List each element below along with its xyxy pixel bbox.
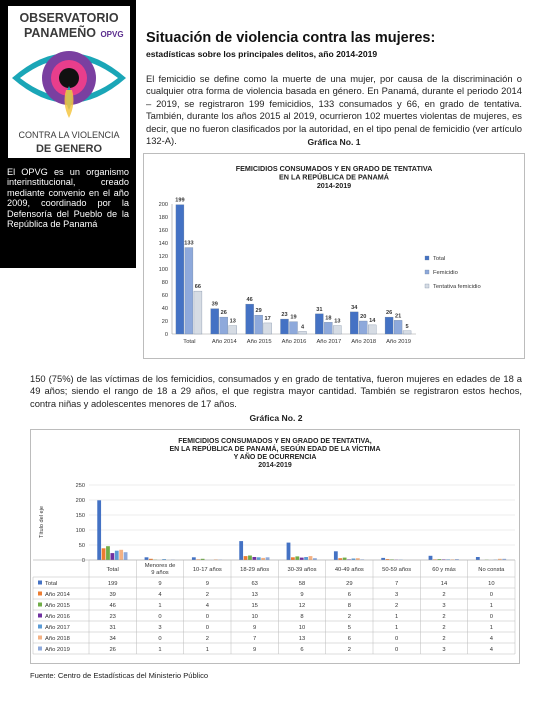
chart2-legend-label: Año 2018 xyxy=(45,636,70,642)
chart2-category-header: 18-29 años xyxy=(240,567,270,573)
chart2-bar xyxy=(309,556,313,560)
chart1-data-label: 199 xyxy=(175,197,185,204)
chart2-bar xyxy=(248,556,252,561)
chart2-table-cell: 9 xyxy=(253,647,257,653)
chart2-ytick: 50 xyxy=(78,543,85,549)
chart1-bar xyxy=(350,312,358,334)
chart2-bar xyxy=(244,556,248,560)
chart2-legend-swatch xyxy=(38,592,42,596)
source-note: Fuente: Centro de Estadísticas del Ministerio Público xyxy=(30,671,209,680)
chart1-legend-swatch xyxy=(425,284,429,288)
chart2-category-header: 50-59 años xyxy=(382,567,412,573)
chart1-ytick: 60 xyxy=(161,293,168,299)
chart2-table-cell: 5 xyxy=(347,625,351,631)
chart2-bar xyxy=(97,500,101,560)
chart1-data-label: 46 xyxy=(246,297,253,304)
chart2-bar xyxy=(119,550,123,560)
chart2-table-cell: 8 xyxy=(347,603,351,609)
chart2-bar xyxy=(476,557,480,560)
chart2-bar xyxy=(110,553,114,560)
chart2-bar xyxy=(124,552,128,560)
chart2-table-cell: 4 xyxy=(489,636,493,642)
chart2-bar xyxy=(261,558,265,560)
chart1-title-line: EN LA REPÚBLICA DE PANAMÁ xyxy=(279,172,389,182)
chart2-legend-label: Año 2015 xyxy=(45,603,70,609)
chart2-legend-label: Año 2017 xyxy=(45,625,70,631)
chart2-legend-label: Año 2014 xyxy=(45,592,70,598)
chart2-table-cell: 14 xyxy=(440,581,448,587)
chart1-bar xyxy=(359,321,367,334)
chart2-ytick: 200 xyxy=(75,498,85,504)
chart2-title-line: FEMICIDIOS CONSUMADOS Y EN GRADO DE TENTATIVA, xyxy=(178,438,372,445)
chart2-bar xyxy=(313,558,317,560)
chart1-bar xyxy=(324,322,332,334)
chart2-title-line: Y AÑO DE OCURRENCIA xyxy=(233,454,317,461)
chart1-bar xyxy=(290,322,298,334)
chart2-table-cell: 199 xyxy=(107,581,118,587)
chart2-table-cell: 58 xyxy=(298,581,306,587)
chart2-category-header: No consta xyxy=(478,567,505,573)
chart-femicidios-por-ano xyxy=(143,153,525,359)
chart2-table-cell: 6 xyxy=(347,592,351,598)
chart1-ytick: 0 xyxy=(164,332,168,338)
chart2-bar xyxy=(291,557,295,560)
chart2-table-cell: 9 xyxy=(205,581,209,587)
chart2-bar xyxy=(429,556,433,560)
chart2-table-cell: 6 xyxy=(347,636,351,642)
chart1-bar xyxy=(255,315,263,334)
chart2-table-cell: 29 xyxy=(346,581,353,587)
chart2-table-cell: 4 xyxy=(489,647,493,653)
chart2-table-cell: 1 xyxy=(489,603,493,609)
chart2-ytick: 100 xyxy=(75,528,85,534)
chart2-legend-label: Año 2019 xyxy=(45,647,70,653)
chart2-category-header: 40-49 años xyxy=(334,567,364,573)
chart1-data-label: 14 xyxy=(369,317,376,324)
chart2-table-cell: 13 xyxy=(298,636,306,642)
chart1-data-label: 20 xyxy=(360,314,367,320)
chart2-table-cell: 26 xyxy=(109,647,116,653)
chart2-table-cell: 0 xyxy=(489,592,493,598)
chart2-table-cell: 12 xyxy=(298,603,306,609)
chart2-table-cell: 0 xyxy=(489,614,493,620)
chart1-data-label: 23 xyxy=(281,312,288,319)
chart2-table-cell: 7 xyxy=(395,581,399,587)
chart2-table-cell: 6 xyxy=(300,647,304,653)
chart2-table-cell: 39 xyxy=(109,592,116,598)
chart1-title-line: FEMICIDIOS CONSUMADOS Y EN GRADO DE TENTATIVA xyxy=(235,164,433,173)
chart1-bar xyxy=(281,319,289,334)
chart2-table-cell: 2 xyxy=(395,603,399,609)
logo-line2: PANAMEÑO xyxy=(24,26,96,40)
chart1-data-label: 66 xyxy=(194,284,202,291)
chart2-category-header: 10-17 años xyxy=(192,567,222,573)
chart1-bar xyxy=(185,248,193,334)
chart1-bar xyxy=(220,317,228,334)
chart2-table-cell: 13 xyxy=(251,592,258,598)
chart2-bar xyxy=(192,557,196,560)
chart1-legend-label: Total xyxy=(433,256,446,262)
chart1-xtick: Año 2015 xyxy=(246,339,272,345)
chart1-data-label: 29 xyxy=(255,308,262,315)
chart2-table-cell: 1 xyxy=(158,647,162,653)
chart1-xtick: Año 2018 xyxy=(351,339,377,345)
chart2-table-cell: 2 xyxy=(205,592,209,598)
chart1-data-label: 133 xyxy=(184,240,194,247)
chart2-category-header: Total xyxy=(106,567,119,573)
chart2-table-cell: 2 xyxy=(442,614,446,620)
chart1-bar xyxy=(394,320,402,334)
chart2-bar xyxy=(287,543,291,560)
chart2-bar xyxy=(300,558,304,560)
chart2-title-line: EN LA REPÚBLICA DE PANAMÁ, SEGÚN EDAD DE LA VÍCTIMA xyxy=(169,446,381,453)
chart2-table-cell: 9 xyxy=(300,592,304,598)
chart1-xtick: Año 2019 xyxy=(386,339,411,345)
chart1-data-label: 26 xyxy=(385,310,393,317)
chart2-table-cell: 1 xyxy=(158,603,162,609)
chart2-legend-swatch xyxy=(38,581,42,585)
chart1-bar xyxy=(246,304,254,334)
chart1-bar xyxy=(176,205,184,334)
chart2-legend-label: Total xyxy=(45,581,58,587)
chart1-ytick: 140 xyxy=(158,241,168,247)
chart2-legend-swatch xyxy=(38,647,42,651)
chart1-data-label: 17 xyxy=(264,315,271,322)
chart2-category-header: 9 años xyxy=(151,570,169,576)
chart2-table-cell: 2 xyxy=(205,636,209,642)
chart2-ytick: 0 xyxy=(81,558,85,564)
chart2-table-cell: 9 xyxy=(158,581,162,587)
logo-line1: OBSERVATORIO xyxy=(19,11,119,25)
chart2-ytick: 250 xyxy=(75,483,85,489)
chart1-ytick: 80 xyxy=(161,280,168,286)
chart1-data-label: 39 xyxy=(211,301,218,308)
page-title: Situación de violencia contra las mujeres: xyxy=(146,30,436,46)
chart2-table-cell: 3 xyxy=(442,647,446,653)
opvg-logo xyxy=(8,6,130,158)
chart2-table-cell: 23 xyxy=(109,614,116,620)
chart1-data-label: 26 xyxy=(220,310,227,317)
chart2-table-cell: 2 xyxy=(442,636,446,642)
chart2-bar xyxy=(106,546,110,560)
chart2-table-cell: 1 xyxy=(205,647,209,653)
chart1-ytick: 20 xyxy=(161,319,168,325)
chart2-table-cell: 4 xyxy=(158,592,162,598)
chart2-table-cell: 46 xyxy=(109,603,116,609)
chart2-table-cell: 2 xyxy=(347,614,351,620)
chart2-ytick: 150 xyxy=(75,513,85,519)
intro-paragraph: El femicidio se define como la muerte de una mujer, por causa de la discriminación o cualquier otra forma de violencia basada en género. En Panamá, durante el periodo 2014 – 2019, se registraron 199 femicidios, 133 consumados y 66, en grado de tentativa. También, durante los años 2015 al 2019, ocurrieron 102 muertes violentas de mujeres, es decir, que no fueron clasificados por la autoridad, en el tipo penal de femicidio (ver artículo 132-A). xyxy=(146,73,522,147)
chart1-data-label: 13 xyxy=(334,318,341,325)
chart2-bar xyxy=(102,548,106,560)
chart2-table-cell: 0 xyxy=(158,636,162,642)
chart2-category-header: 60 y más xyxy=(432,567,456,573)
chart2-legend-swatch xyxy=(38,614,42,618)
chart2-table-cell: 0 xyxy=(395,636,399,642)
chart2-bar xyxy=(295,556,299,560)
chart1-legend-label: Tentativa femicidio xyxy=(433,284,481,290)
chart2-table-cell: 0 xyxy=(205,625,209,631)
chart1-data-label: 21 xyxy=(394,313,402,320)
chart2-table-cell: 3 xyxy=(158,625,162,631)
chart1-ytick: 160 xyxy=(158,228,168,234)
chart2-table-cell: 10 xyxy=(251,614,258,620)
chart1-data-label: 19 xyxy=(290,314,297,321)
chart2-bar xyxy=(252,557,256,560)
chart1-ytick: 200 xyxy=(158,202,168,208)
chart1-ytick: 120 xyxy=(158,254,168,260)
paragraph-edades: 150 (75%) de las víctimas de los femicidios, consumados y en grado de tentativa, fueron mujeres en edades de 18 a 49 años; siendo el rango de 18 a 29 años, el que registra mayor cantidad. También se registraron estos hechos, contra niñas y adolescentes menores de 17 años. xyxy=(30,373,522,409)
chart2-table-cell: 3 xyxy=(442,603,446,609)
chart2-legend-swatch xyxy=(38,603,42,607)
chart2-title-line: 2014-2019 xyxy=(258,462,292,469)
chart2-table-cell: 15 xyxy=(251,603,258,609)
chart1-data-label: 34 xyxy=(351,304,358,311)
chart2-legend-swatch xyxy=(38,636,42,640)
chart2-table-cell: 0 xyxy=(395,647,399,653)
chart2-table-cell: 2 xyxy=(347,647,351,653)
chart2-table-cell: 63 xyxy=(251,581,258,587)
chart1-bar xyxy=(299,331,307,334)
chart1-xtick: Total xyxy=(183,339,196,345)
chart2-table-cell: 1 xyxy=(395,614,399,620)
logo-badge: OPVG xyxy=(100,30,124,39)
chart2-table-cell: 3 xyxy=(395,592,399,598)
chart2-bar xyxy=(381,558,385,560)
chart1-legend-label: Femicidio xyxy=(433,270,458,276)
chart2-table-cell: 2 xyxy=(442,625,446,631)
chart1-bar xyxy=(403,331,411,334)
chart1-bar xyxy=(368,325,376,334)
chart2-legend-label: Año 2016 xyxy=(45,614,70,620)
chart1-bar xyxy=(315,314,323,334)
chart2-table-cell: 7 xyxy=(253,636,257,642)
chart2-bar xyxy=(145,557,149,560)
chart-femicidios-por-edad xyxy=(30,429,520,664)
chart1-data-label: 31 xyxy=(316,306,323,313)
chart2-bar xyxy=(257,557,261,560)
chart1-bar xyxy=(264,323,272,334)
panel-description: El OPVG es un organismo interinstitucional, creado mediante convenio en el año 2009, coordinado por la Defensoría del Pueblo de la República de Panamá xyxy=(7,167,129,230)
chart1-title-line: 2014-2019 xyxy=(316,181,352,190)
chart2-bar xyxy=(239,541,243,560)
chart1-bar xyxy=(385,317,393,334)
chart2-ylabel: Título del eje xyxy=(39,505,45,539)
chart2-legend-swatch xyxy=(38,625,42,629)
chart2-bar xyxy=(334,551,338,560)
grafica1-label: Gráfica No. 1 xyxy=(307,137,361,147)
chart2-bar xyxy=(338,558,342,560)
chart2-table-cell: 34 xyxy=(109,636,116,642)
logo-line3: CONTRA LA VIOLENCIA xyxy=(18,130,120,140)
chart1-data-label: 13 xyxy=(229,318,236,325)
left-panel xyxy=(0,0,136,268)
chart2-bar xyxy=(356,558,360,560)
chart1-bar xyxy=(333,326,341,334)
chart2-table-cell: 0 xyxy=(158,614,162,620)
chart1-bar xyxy=(211,309,219,334)
chart2-table-cell: 9 xyxy=(253,625,257,631)
chart1-xtick: Año 2016 xyxy=(281,339,307,345)
chart2-table-cell: 1 xyxy=(395,625,399,631)
chart2-table-cell: 10 xyxy=(488,581,495,587)
chart2-table-cell: 31 xyxy=(109,625,116,631)
chart1-xtick: Año 2014 xyxy=(211,339,237,345)
chart1-ytick: 100 xyxy=(158,267,168,273)
grafica2-label: Gráfica No. 2 xyxy=(249,413,303,423)
chart2-bar xyxy=(266,557,270,560)
chart2-category-header: Menores de xyxy=(144,563,176,569)
chart1-bar xyxy=(229,326,237,334)
chart2-table-cell: 8 xyxy=(300,614,304,620)
chart1-xtick: Año 2017 xyxy=(316,339,342,345)
chart1-legend-swatch xyxy=(425,256,429,260)
chart1-data-label: 5 xyxy=(405,323,409,330)
page-subtitle: estadísticas sobre los principales delitos, año 2014-2019 xyxy=(146,49,378,59)
chart2-bar xyxy=(343,558,347,560)
chart1-legend-swatch xyxy=(425,270,429,274)
chart2-table-cell: 10 xyxy=(298,625,306,631)
chart2-table-cell: 0 xyxy=(205,614,209,620)
chart2-table-cell: 4 xyxy=(205,603,209,609)
chart2-bar xyxy=(115,551,119,560)
chart2-category-header: 30-39 años xyxy=(287,567,317,573)
logo-line4: DE GENERO xyxy=(35,143,103,155)
chart1-bar xyxy=(194,291,202,334)
chart2-table-cell: 1 xyxy=(489,625,493,631)
chart1-ytick: 40 xyxy=(161,306,168,312)
chart2-bar xyxy=(304,557,308,560)
chart1-ytick: 180 xyxy=(158,215,168,221)
chart1-data-label: 18 xyxy=(325,315,332,322)
chart2-table-cell: 2 xyxy=(442,592,446,598)
chart1-data-label: 4 xyxy=(300,324,305,331)
